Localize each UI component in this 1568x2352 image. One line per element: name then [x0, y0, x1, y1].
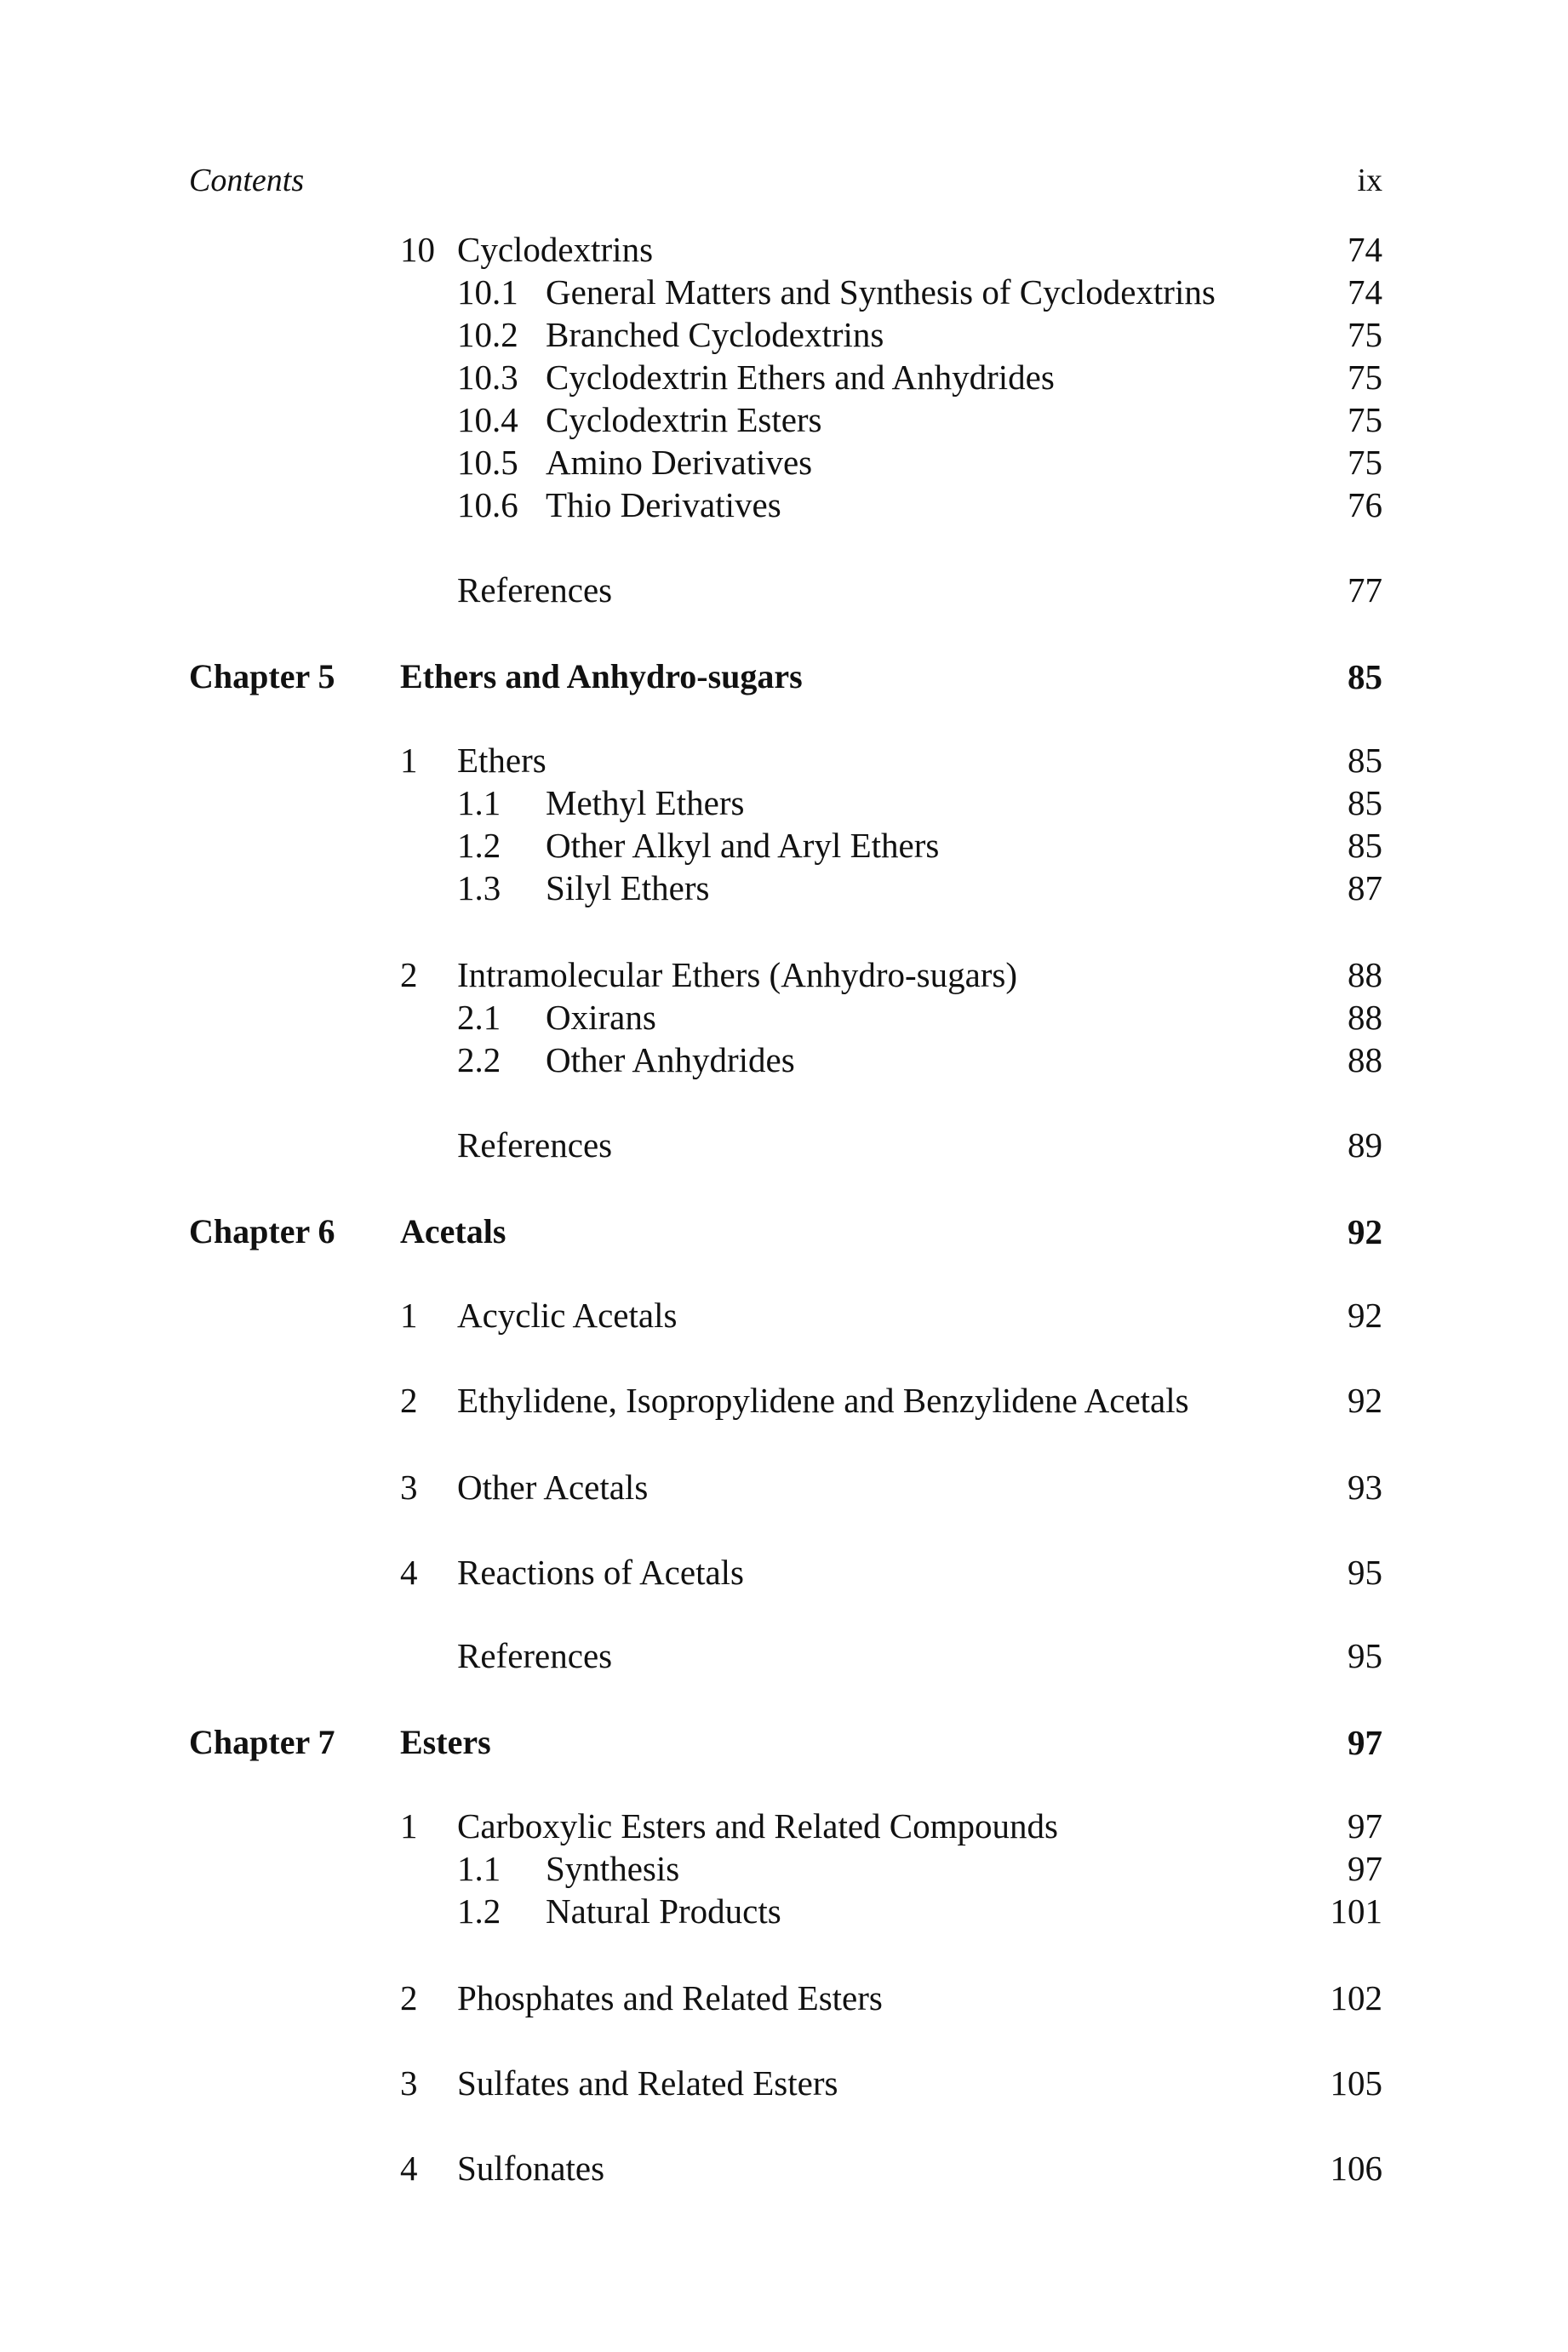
toc-section-entry — [0, 739, 1568, 781]
subsection-page-number: 76 — [1348, 485, 1382, 524]
section-number: 2 — [400, 955, 418, 994]
toc-subsection-entry — [0, 356, 1568, 398]
references-label: References — [457, 1125, 613, 1165]
subsection-title: Silyl Ethers — [546, 868, 710, 907]
section-title: Acyclic Acetals — [457, 1296, 678, 1335]
chapter-page-number: 92 — [1348, 1212, 1382, 1251]
subsection-number: 2.1 — [457, 998, 501, 1037]
toc-section-entry — [0, 2062, 1568, 2104]
references-page-number: 77 — [1348, 570, 1382, 609]
subsection-page-number: 75 — [1348, 443, 1382, 482]
subsection-page-number: 101 — [1330, 1891, 1382, 1931]
toc-references-entry — [0, 1634, 1568, 1677]
section-title: Sulfates and Related Esters — [457, 2063, 838, 2103]
section-title: Intramolecular Ethers (Anhydro-sugars) — [457, 955, 1018, 994]
references-page-number: 89 — [1348, 1125, 1382, 1165]
toc-section-entry — [0, 1466, 1568, 1508]
subsection-title: Other Alkyl and Aryl Ethers — [546, 826, 940, 865]
section-number: 2 — [400, 1381, 418, 1420]
toc-section-entry — [0, 2147, 1568, 2189]
subsection-title: Cyclodextrin Ethers and Anhydrides — [546, 358, 1055, 397]
subsection-number: 2.2 — [457, 1040, 501, 1079]
toc-section-entry — [0, 1379, 1568, 1422]
toc-subsection-entry — [0, 781, 1568, 824]
toc-subsection-entry — [0, 441, 1568, 484]
section-page-number: 95 — [1348, 1553, 1382, 1592]
toc-subsection-entry — [0, 1847, 1568, 1890]
subsection-title: Oxirans — [546, 998, 656, 1037]
subsection-title: Natural Products — [546, 1891, 781, 1931]
toc-section-entry — [0, 228, 1568, 271]
section-title: Sulfonates — [457, 2149, 605, 2188]
subsection-page-number: 74 — [1348, 272, 1382, 312]
section-title: Ethers — [457, 741, 547, 780]
section-number: 4 — [400, 1553, 418, 1592]
toc-subsection-entry — [0, 1890, 1568, 1932]
subsection-title: Methyl Ethers — [546, 783, 745, 822]
subsection-page-number: 75 — [1348, 315, 1382, 354]
section-title: Phosphates and Related Esters — [457, 1978, 883, 2017]
subsection-number: 1.1 — [457, 1849, 501, 1888]
section-title: Reactions of Acetals — [457, 1553, 745, 1592]
subsection-page-number: 88 — [1348, 1040, 1382, 1079]
subsection-number: 1.1 — [457, 783, 501, 822]
subsection-number: 10.6 — [457, 485, 518, 524]
subsection-page-number: 75 — [1348, 358, 1382, 397]
references-label: References — [457, 570, 613, 609]
section-page-number: 93 — [1348, 1468, 1382, 1507]
section-number: 10 — [400, 230, 435, 269]
toc-subsection-entry — [0, 313, 1568, 356]
toc-chapter-heading — [0, 1210, 1568, 1253]
section-number: 1 — [400, 1296, 418, 1335]
toc-chapter-heading — [0, 1721, 1568, 1764]
toc-section-entry — [0, 1977, 1568, 2019]
subsection-title: Synthesis — [546, 1849, 680, 1888]
subsection-number: 10.2 — [457, 315, 518, 354]
chapter-title: Acetals — [400, 1212, 506, 1250]
chapter-label: Chapter 6 — [189, 1212, 335, 1250]
section-number: 1 — [400, 1806, 418, 1846]
chapter-label: Chapter 5 — [189, 657, 335, 695]
toc-subsection-entry — [0, 271, 1568, 313]
running-header-page-number: ix — [1357, 163, 1382, 198]
subsection-title: Amino Derivatives — [546, 443, 813, 482]
chapter-title: Esters — [400, 1723, 491, 1761]
subsection-title: General Matters and Synthesis of Cyclodextrins — [546, 272, 1216, 312]
toc-subsection-entry — [0, 1039, 1568, 1081]
subsection-number: 10.4 — [457, 400, 518, 439]
subsection-title: Cyclodextrin Esters — [546, 400, 822, 439]
section-title: Other Acetals — [457, 1468, 649, 1507]
subsection-number: 1.2 — [457, 1891, 501, 1931]
toc-subsection-entry — [0, 484, 1568, 526]
subsection-title: Branched Cyclodextrins — [546, 315, 884, 354]
references-page-number: 95 — [1348, 1636, 1382, 1675]
chapter-page-number: 97 — [1348, 1723, 1382, 1762]
section-page-number: 74 — [1348, 230, 1382, 269]
references-label: References — [457, 1636, 613, 1675]
section-title: Carboxylic Esters and Related Compounds — [457, 1806, 1058, 1846]
section-page-number: 106 — [1330, 2149, 1382, 2188]
chapter-title: Ethers and Anhydro-sugars — [400, 657, 803, 695]
section-page-number: 92 — [1348, 1381, 1382, 1420]
section-title: Cyclodextrins — [457, 230, 654, 269]
subsection-page-number: 75 — [1348, 400, 1382, 439]
toc-section-entry — [0, 1294, 1568, 1336]
section-number: 1 — [400, 741, 418, 780]
subsection-page-number: 85 — [1348, 783, 1382, 822]
chapter-page-number: 85 — [1348, 657, 1382, 696]
toc-references-entry — [0, 1124, 1568, 1166]
subsection-page-number: 88 — [1348, 998, 1382, 1037]
toc-section-entry — [0, 1805, 1568, 1847]
section-page-number: 85 — [1348, 741, 1382, 780]
section-number: 2 — [400, 1978, 418, 2017]
subsection-number: 10.3 — [457, 358, 518, 397]
toc-section-entry — [0, 953, 1568, 996]
subsection-page-number: 87 — [1348, 868, 1382, 907]
subsection-number: 1.2 — [457, 826, 501, 865]
toc-section-entry — [0, 1551, 1568, 1594]
toc-subsection-entry — [0, 996, 1568, 1039]
subsection-number: 10.1 — [457, 272, 518, 312]
subsection-page-number: 97 — [1348, 1849, 1382, 1888]
section-number: 3 — [400, 2063, 418, 2103]
running-header-title: Contents — [189, 163, 305, 198]
toc-subsection-entry — [0, 867, 1568, 909]
subsection-number: 10.5 — [457, 443, 518, 482]
toc-subsection-entry — [0, 824, 1568, 867]
section-number: 4 — [400, 2149, 418, 2188]
section-title: Ethylidene, Isopropylidene and Benzylidene Acetals — [457, 1381, 1189, 1420]
subsection-title: Thio Derivatives — [546, 485, 781, 524]
chapter-label: Chapter 7 — [189, 1723, 335, 1761]
toc-references-entry — [0, 569, 1568, 611]
section-page-number: 92 — [1348, 1296, 1382, 1335]
section-page-number: 102 — [1330, 1978, 1382, 2017]
section-number: 3 — [400, 1468, 418, 1507]
section-page-number: 97 — [1348, 1806, 1382, 1846]
subsection-page-number: 85 — [1348, 826, 1382, 865]
toc-subsection-entry — [0, 398, 1568, 441]
section-page-number: 88 — [1348, 955, 1382, 994]
section-page-number: 105 — [1330, 2063, 1382, 2103]
subsection-title: Other Anhydrides — [546, 1040, 795, 1079]
subsection-number: 1.3 — [457, 868, 501, 907]
toc-chapter-heading — [0, 655, 1568, 698]
